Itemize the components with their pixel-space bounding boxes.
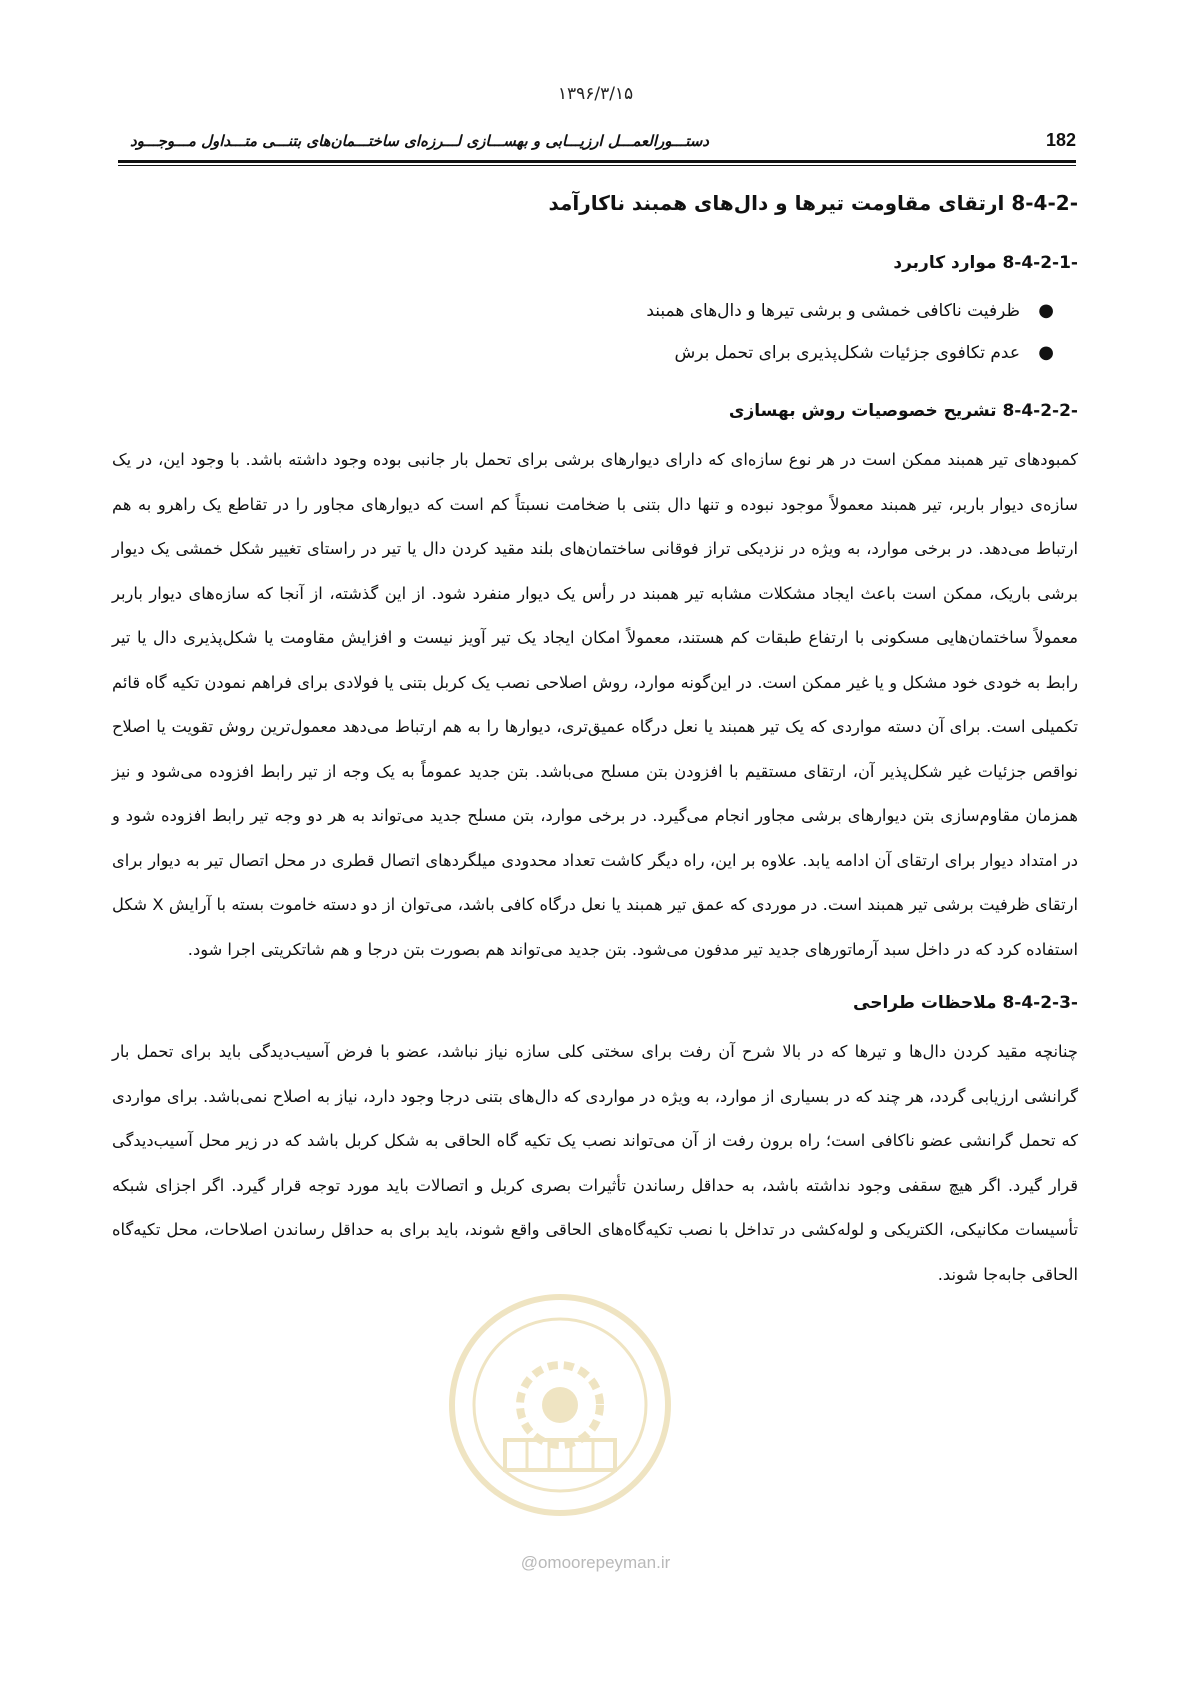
running-title: دستـــورالعمـــل ارزیـــابی و بهســـازی لـــرزه‌ای ساختـــمان‌های بتنـــی متـــداول مـــوجـــود <box>130 132 709 150</box>
list-item <box>112 290 1058 332</box>
subsection-number: 8-4-2-2- <box>1002 401 1078 421</box>
section-heading <box>112 186 1078 220</box>
bullet-icon: ● <box>1038 342 1054 363</box>
design-paragraph: چنانچه مقید کردن دال‌ها و تیرها که در بالا شرح آن رفت برای سختی کلی سازه نیاز نباشد، عضو با فرض آسیب‌دیدگی باید برای تحمل بار گرانشی ارزیابی گردد، هر چند که در بسیاری از موارد، به ویژه در مواردی که دال‌های بتنی درجا وجود دارد، نیاز به اصلاح نمی‌باشد. برای مواردی که تحمل گرانشی عضو ناکافی است؛ راه برون رفت از آن می‌تواند نصب یک تکیه گاه الحاقی به شکل کربل باشد که در زیر محل آسیب‌دیدگی قرار گیرد. اگر هیچ سقفی وجود نداشته باشد، به حداقل رساندن تأثیرات بصری کربل و اتصالات باید مورد توجه قرار گیرد. اگر اجزای شبکه تأسیسات مکانیکی، الکتریکی و لوله‌کشی در تداخل با نصب تکیه‌گاه‌های الحاقی واقع شوند، باید برای به حداقل رساندن اصلاحات، محل تکیه‌گاه الحاقی جابه‌جا شوند. <box>112 1042 1078 1284</box>
subsection-title: ملاحظات طراحی <box>853 993 1003 1013</box>
list-item <box>112 332 1058 374</box>
watermark-url: @omoorepeyman.ir <box>520 1553 671 1572</box>
bullet-icon: ● <box>1038 300 1054 321</box>
page-number: 182 <box>1045 130 1076 150</box>
subsection-title: موارد کاربرد <box>893 253 1003 273</box>
document-date: ۱۳۹۶/۳/۱۵ <box>557 84 634 104</box>
list-item-text: عدم تکافوی جزئیات شکل‌پذیری برای تحمل برش <box>674 343 1020 363</box>
header-rule <box>118 160 1076 163</box>
watermark-logo-icon <box>445 1290 675 1520</box>
section-title: ارتقای مقاومت تیرها و دال‌های همبند ناکارآمد <box>548 191 1012 215</box>
usage-list <box>112 290 1078 374</box>
subsection-title: تشریح خصوصیات روش بهسازی <box>728 401 1003 421</box>
list-item-text: ظرفیت ناکافی خمشی و برشی تیرها و دال‌های همبند <box>646 301 1020 321</box>
subsection-heading-usage <box>112 248 1078 278</box>
subsection-number: 8-4-2-3- <box>1002 993 1078 1013</box>
subsection-heading-description <box>112 396 1078 426</box>
page-content <box>112 186 1078 1313</box>
subsection-number: 8-4-2-1- <box>1002 253 1078 273</box>
section-number: 8-4-2- <box>1011 191 1078 215</box>
page-header <box>118 130 1076 160</box>
subsection-heading-design <box>112 988 1078 1018</box>
header-rule-thin <box>118 165 1076 166</box>
description-paragraph: کمبودهای تیر همبند ممکن است در هر نوع سازه‌ای که دارای دیوارهای برشی برای تحمل بار جانبی بوده وجود داشته باشد. با وجود این، در یک سازه‌ی دیوار باربر، تیر همبند معمولاً موجود نبوده و تنها دال بتنی با ضخامت نسبتاً کم است که دیوارهای مجاور را در تقاطع یک راهرو به هم ارتباط می‌دهد. در برخی موارد، به ویژه در نزدیکی تراز فوقانی ساختمان‌های بلند مقید کردن دال یا تیر در راستای تغییر شکل خمشی یک دیوار برشی باریک، ممکن است باعث ایجاد مشکلات مشابه تیر همبند در رأس یک دیوار منفرد شود. از این گذشته، از آنجا که سازه‌های دیوار باربر معمولاً ساختمان‌هایی مسکونی با ارتفاع طبقات کم هستند، معمولاً امکان ایجاد یک تیر آویز نیست و افزایش مقاومت یا شکل‌پذیری دال یا تیر رابط به خودی خود مشکل و یا غیر ممکن است. در این‌گونه موارد، روش اصلاحی نصب یک کربل بتنی یا فولادی برای فراهم نمودن تکیه گاه قائم تکمیلی است. برای آن دسته مواردی که یک تیر همبند یا نعل درگاه عمیق‌تری، دیوارها را به هم ارتباط می‌دهد معمول‌ترین روش تقویت یا اصلاح نواقص جزئیات غیر شکل‌پذیر آن، ارتقای مستقیم با افزودن بتن مسلح می‌باشد. بتن جدید عموماً به یک وجه از تیر رابط افزوده می‌شود و نیز همزمان مقاوم‌سازی بتن دیوارهای برشی مجاور انجام می‌گیرد. در برخی موارد، بتن مسلح جدید می‌تواند به هر دو وجه تیر رابط افزوده شود و در امتداد دیوار برای ارتقای آن ادامه یابد. علاوه بر این، راه دیگر کاشت تعداد محدودی میلگردهای اتصال قطری در محل اتصال تیر به دیوار برای ارتقای ظرفیت برشی تیر همبند است. در موردی که عمق تیر همبند یا نعل درگاه کافی باشد، می‌توان از دو دسته خاموت بسته با آرایش X شکل استفاده کرد که در داخل سبد آرماتورهای جدید تیر مدفون می‌شود. بتن جدید می‌تواند هم بصورت بتن درجا و هم شاتکریتی اجرا شود. <box>112 450 1078 959</box>
